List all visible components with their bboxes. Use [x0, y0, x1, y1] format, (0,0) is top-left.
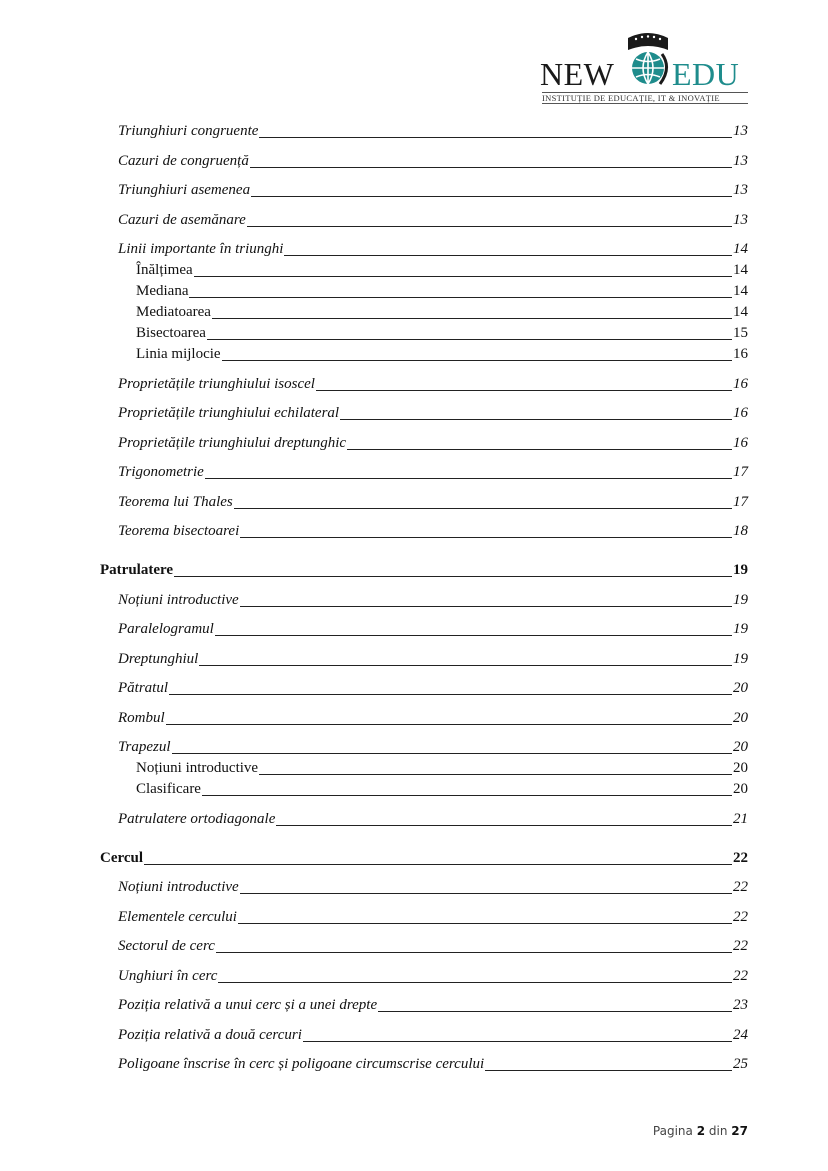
- toc-leader-line: [215, 635, 732, 636]
- toc-entry[interactable]: [100, 121, 748, 142]
- toc-leader-line: [144, 864, 732, 865]
- toc-entry-title: Poligoane înscrise în cerc și poligoane circumscrise cercului: [118, 1056, 485, 1072]
- toc-entry[interactable]: [100, 180, 748, 201]
- toc-entry[interactable]: [100, 1054, 748, 1075]
- toc-leader-line: [316, 390, 732, 391]
- toc-leader-line: [212, 318, 732, 319]
- footer-prefix: Pagina: [652, 1124, 693, 1138]
- toc-entry-title: Noțiuni introductive: [118, 879, 239, 895]
- toc-entry-title: Noțiuni introductive: [136, 760, 259, 776]
- toc-entry-page: 13: [733, 123, 748, 139]
- logo-text-edu: EDU: [672, 56, 740, 92]
- toc-entry-page: 17: [733, 464, 748, 480]
- toc-leader-line: [240, 893, 732, 894]
- toc-entry-title: Unghiuri în cerc: [118, 967, 218, 984]
- toc-leader-line: [222, 360, 732, 361]
- toc-entry[interactable]: [100, 708, 748, 729]
- toc-entry[interactable]: [100, 374, 748, 395]
- toc-leader-line: [378, 1011, 732, 1012]
- toc-entry-page: 18: [733, 523, 748, 539]
- toc-entry-title: Poziția relativă a două cercuri: [118, 1026, 302, 1043]
- toc-entry-title: Sectorul de cerc: [118, 938, 215, 954]
- toc-entry[interactable]: [100, 260, 748, 281]
- toc-entry-title: Cazuri de asemănare: [118, 211, 246, 228]
- toc-entry-title: Pătratul: [118, 680, 169, 696]
- toc-leader-line: [259, 774, 732, 775]
- toc-entry[interactable]: [100, 239, 748, 260]
- toc-entry-page: 20: [733, 680, 748, 696]
- toc-entry-page: 22: [733, 938, 748, 954]
- toc-entry-page: 14: [733, 283, 748, 299]
- footer-total-pages: 27: [731, 1124, 748, 1138]
- toc-entry-page: 14: [733, 241, 748, 257]
- toc-entry-page: 19: [733, 591, 748, 608]
- toc-entry-title: Rombul: [118, 709, 165, 726]
- toc-leader-line: [218, 982, 732, 983]
- toc-entry-page: 14: [733, 304, 748, 320]
- toc-entry-page: 19: [733, 562, 748, 578]
- toc-entry[interactable]: [100, 590, 748, 611]
- toc-leader-line: [174, 576, 732, 577]
- toc-entry-title: Patrulatere ortodiagonale: [118, 810, 276, 827]
- toc-entry-title: Teorema lui Thales: [118, 493, 233, 510]
- toc-entry-title: Linia mijlocie: [136, 346, 221, 362]
- toc-leader-line: [276, 825, 732, 826]
- toc-entry[interactable]: [100, 492, 748, 513]
- toc-entry[interactable]: [100, 521, 748, 542]
- toc-entry-title: Mediatoarea: [136, 304, 211, 320]
- toc-leader-line: [250, 167, 732, 168]
- toc-entry-page: 22: [733, 879, 748, 895]
- toc-leader-line: [205, 478, 732, 479]
- page-number: [653, 1124, 748, 1138]
- toc-leader-line: [303, 1041, 732, 1042]
- toc-entry-title: Bisectoarea: [136, 325, 206, 341]
- toc-leader-line: [284, 255, 732, 256]
- toc-leader-line: [207, 339, 732, 340]
- toc-entry[interactable]: [100, 966, 748, 987]
- toc-entry-page: 22: [733, 908, 748, 925]
- toc-entry-title: Teorema bisectoarei: [118, 523, 240, 539]
- toc-entry-title: Trigonometrie: [118, 464, 204, 480]
- toc-entry[interactable]: [100, 737, 748, 758]
- toc-entry[interactable]: [100, 907, 748, 928]
- toc-leader-line: [169, 694, 732, 695]
- toc-entry-page: 13: [733, 211, 748, 228]
- toc-leader-line: [216, 952, 732, 953]
- toc-entry-page: 23: [733, 997, 748, 1013]
- toc-entry-page: 22: [733, 849, 748, 866]
- toc-entry-page: 16: [733, 346, 748, 362]
- toc-entry-title: Noțiuni introductive: [118, 591, 239, 608]
- toc-entry-page: 20: [733, 781, 748, 797]
- toc-entry[interactable]: [100, 936, 748, 957]
- toc-entry-title: Trapezul: [118, 739, 171, 755]
- toc-entry-title: Înălțimea: [136, 262, 193, 278]
- toc-entry[interactable]: [100, 877, 748, 898]
- logo-tagline: INSTITUȚIE DE EDUCAȚIE, IT & INOVAȚIE: [542, 92, 748, 104]
- toc-entry-title: Dreptunghiul: [118, 650, 199, 667]
- toc-entry[interactable]: [100, 344, 748, 365]
- toc-entry[interactable]: [100, 995, 748, 1016]
- toc-leader-line: [259, 137, 732, 138]
- toc-entry[interactable]: [100, 758, 748, 779]
- toc-entry-title: Linii importante în triunghi: [118, 241, 284, 257]
- toc-entry[interactable]: [100, 848, 748, 869]
- toc-leader-line: [240, 606, 732, 607]
- toc-entry[interactable]: [100, 302, 748, 323]
- toc-entry-title: Triunghiuri asemenea: [118, 182, 251, 198]
- toc-leader-line: [240, 537, 732, 538]
- toc-entry[interactable]: [100, 649, 748, 670]
- toc-entry[interactable]: [100, 403, 748, 424]
- toc-entry[interactable]: [100, 323, 748, 344]
- globe-shield-icon: [624, 28, 672, 90]
- toc-entry-page: 16: [733, 434, 748, 451]
- toc-leader-line: [347, 449, 732, 450]
- logo-text-new: NEW: [540, 56, 615, 92]
- toc-entry-title: Paralelogramul: [118, 621, 214, 637]
- toc-entry-title: Poziția relativă a unui cerc și a unei drepte: [118, 997, 378, 1013]
- toc-leader-line: [199, 665, 732, 666]
- toc-entry-page: 20: [733, 709, 748, 726]
- toc-entry-page: 20: [733, 760, 748, 776]
- toc-entry-page: 15: [733, 325, 748, 341]
- toc-leader-line: [172, 753, 732, 754]
- toc-entry-title: Patrulatere: [100, 562, 174, 578]
- toc-entry[interactable]: [100, 1025, 748, 1046]
- toc-entry-page: 20: [733, 739, 748, 755]
- toc-entry-title: Proprietățile triunghiului echilateral: [118, 405, 340, 421]
- footer-middle: din: [708, 1124, 728, 1138]
- toc-leader-line: [251, 196, 732, 197]
- toc-leader-line: [189, 297, 732, 298]
- toc-entry-page: 21: [733, 810, 748, 827]
- toc-leader-line: [247, 226, 732, 227]
- toc-leader-line: [202, 795, 732, 796]
- toc-entry-page: 13: [733, 152, 748, 169]
- toc-entry[interactable]: [100, 281, 748, 302]
- toc-entry-page: 17: [733, 493, 748, 510]
- toc-leader-line: [340, 419, 732, 420]
- toc-entry[interactable]: [100, 619, 748, 640]
- toc-entry[interactable]: [100, 433, 748, 454]
- footer-current-page: 2: [696, 1124, 706, 1138]
- toc-entry[interactable]: [100, 678, 748, 699]
- toc-entry-title: Mediana: [136, 283, 189, 299]
- toc-entry-page: 16: [733, 375, 748, 392]
- toc-entry-page: 25: [733, 1056, 748, 1072]
- toc-entry-title: Triunghiuri congruente: [118, 123, 259, 139]
- toc-entry-page: 14: [733, 262, 748, 278]
- toc-leader-line: [166, 724, 732, 725]
- toc-entry-title: Cercul: [100, 849, 144, 866]
- toc-leader-line: [485, 1070, 732, 1071]
- toc-leader-line: [234, 508, 732, 509]
- toc-entry-title: Proprietățile triunghiului isoscel: [118, 375, 315, 392]
- toc-entry-title: Cazuri de congruență: [118, 152, 249, 169]
- toc-entry[interactable]: [100, 210, 748, 231]
- table-of-contents: [100, 121, 748, 1075]
- toc-entry[interactable]: [100, 151, 748, 172]
- new-edu-logo: [540, 26, 755, 106]
- toc-entry[interactable]: [100, 560, 748, 581]
- toc-leader-line: [238, 923, 732, 924]
- toc-entry-page: 13: [733, 182, 748, 198]
- toc-leader-line: [194, 276, 732, 277]
- toc-entry[interactable]: [100, 462, 748, 483]
- toc-entry-page: 22: [733, 967, 748, 984]
- toc-entry[interactable]: [100, 809, 748, 830]
- toc-entry-title: Clasificare: [136, 781, 201, 797]
- toc-entry-title: Proprietățile triunghiului dreptunghic: [118, 434, 347, 451]
- toc-entry-title: Elementele cercului: [118, 908, 237, 925]
- toc-entry-page: 24: [733, 1026, 748, 1043]
- toc-entry-page: 19: [733, 650, 748, 667]
- toc-entry-page: 19: [733, 621, 748, 637]
- toc-entry[interactable]: [100, 779, 748, 800]
- toc-entry-page: 16: [733, 405, 748, 421]
